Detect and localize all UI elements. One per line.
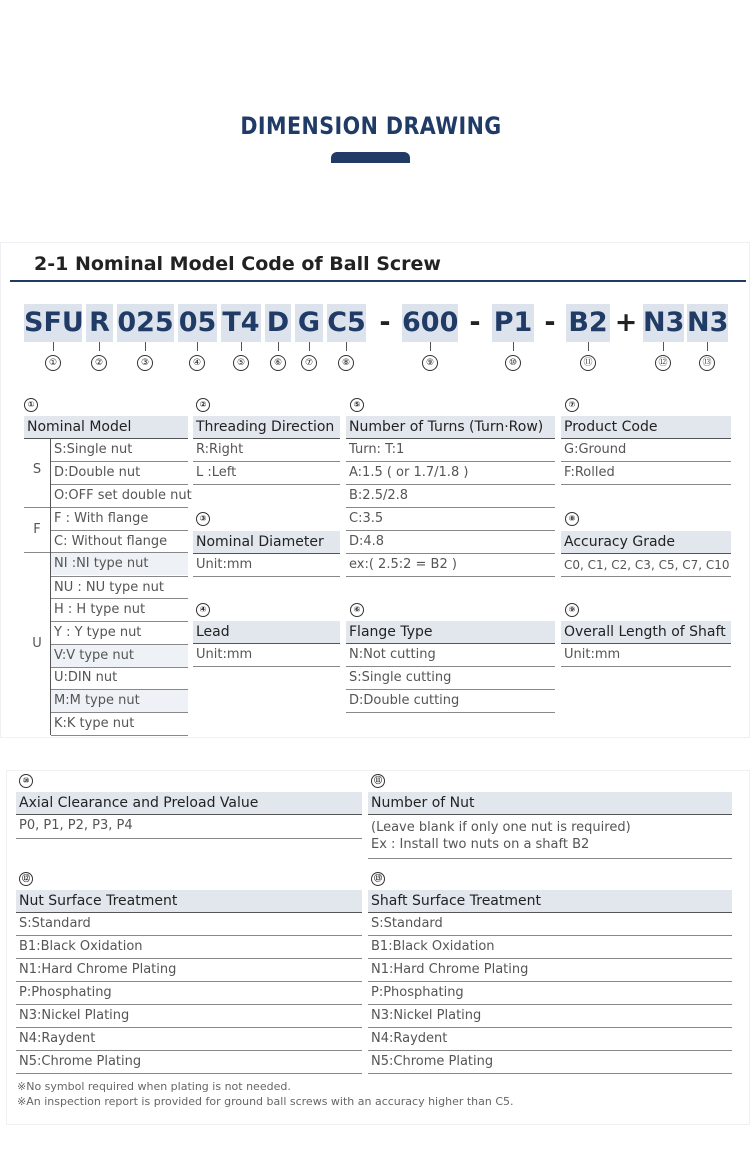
- title-underline: [331, 152, 410, 163]
- turns-header: Number of Turns (Turn·Row): [346, 416, 555, 438]
- marker-11: ⑪: [371, 774, 385, 788]
- code-tick: [53, 342, 54, 351]
- product-code-header: Product Code: [561, 416, 731, 438]
- header: [0, 0, 750, 240]
- lead-header: Lead: [193, 621, 340, 643]
- code-tick: [99, 342, 100, 351]
- note: ※No symbol required when plating is not needed.: [17, 1080, 291, 1093]
- diameter-item: Unit:mm: [196, 557, 253, 572]
- row-rule: [346, 576, 555, 577]
- code-part-5: T4: [221, 304, 261, 342]
- row-rule: [368, 858, 732, 859]
- nut-surface-item: N1:Hard Chrome Plating: [19, 962, 177, 977]
- nut-count-item: Ex : Install two nuts on a shaft B2: [371, 837, 590, 852]
- row-rule: [346, 712, 555, 713]
- marker-12: ⑫: [19, 872, 33, 886]
- row-rule: [561, 484, 731, 485]
- group-label-f: F: [33, 522, 41, 537]
- code-marker-13: ⑬: [699, 355, 715, 371]
- flange-item: S:Single cutting: [349, 670, 452, 685]
- note: ※An inspection report is provided for ground ball screws with an accuracy higher than C5.: [17, 1095, 514, 1108]
- turns-item: A:1.5 ( or 1.7/1.8 ): [349, 465, 469, 480]
- group-rule: [24, 507, 50, 508]
- nominal-item: H : H type nut: [54, 602, 146, 617]
- code-marker-3: ③: [137, 355, 153, 371]
- row-rule: [193, 666, 340, 667]
- code-marker-12: ⑫: [655, 355, 671, 371]
- turns-item: C:3.5: [349, 511, 384, 526]
- shaft-surface-item: N1:Hard Chrome Plating: [371, 962, 529, 977]
- marker-4: ④: [196, 603, 210, 617]
- nominal-item: Y : Y type nut: [54, 625, 142, 640]
- code-marker-6: ⑥: [270, 355, 286, 371]
- nominal-item: O:OFF set double nut: [54, 488, 192, 503]
- code-tick: [707, 342, 708, 351]
- threading-item: L :Left: [196, 465, 237, 480]
- flange-item: N:Not cutting: [349, 647, 436, 662]
- nominal-item: V:V type nut: [51, 645, 188, 667]
- shaft-surface-item: N4:Raydent: [371, 1031, 448, 1046]
- marker-9: ⑨: [565, 603, 579, 617]
- nut-surface-item: B1:Black Oxidation: [19, 939, 143, 954]
- code-part-8: C5: [327, 304, 366, 342]
- nominal-model-header: Nominal Model: [24, 416, 188, 438]
- marker-5: ⑤: [350, 398, 364, 412]
- length-header: Overall Length of Shaft: [561, 621, 731, 643]
- nominal-item: C: Without flange: [54, 534, 168, 549]
- code-marker-2: ②: [91, 355, 107, 371]
- product-code-item: F:Rolled: [564, 465, 615, 480]
- marker-7: ⑦: [565, 398, 579, 412]
- accuracy-item: C0, C1, C2, C3, C5, C7, C10: [564, 558, 730, 572]
- code-separator-2: -: [469, 307, 481, 338]
- row-rule: [51, 735, 188, 736]
- product-code-item: G:Ground: [564, 442, 627, 457]
- code-tick: [513, 342, 514, 351]
- row-rule: [561, 666, 731, 667]
- code-marker-8: ⑧: [338, 355, 354, 371]
- clearance-item: P0, P1, P2, P3, P4: [19, 818, 133, 833]
- turns-item: ex:( 2.5:2 = B2 ): [349, 557, 457, 572]
- shaft-surface-item: N3:Nickel Plating: [371, 1008, 482, 1023]
- code-tick: [430, 342, 431, 351]
- row-rule: [193, 484, 340, 485]
- code-tick: [663, 342, 664, 351]
- code-part-10: P1: [492, 304, 534, 342]
- code-part-13: N3: [687, 304, 728, 342]
- length-item: Unit:mm: [564, 647, 621, 662]
- group-rule: [24, 552, 50, 553]
- clearance-header: Axial Clearance and Preload Value: [16, 792, 362, 814]
- shaft-surface-item: B1:Black Oxidation: [371, 939, 495, 954]
- marker-13: ⑬: [371, 872, 385, 886]
- turns-item: Turn: T:1: [349, 442, 405, 457]
- flange-item: D:Double cutting: [349, 693, 460, 708]
- marker-10: ⑩: [19, 774, 33, 788]
- nut-surface-header: Nut Surface Treatment: [16, 890, 362, 912]
- nominal-item: M:M type nut: [51, 690, 188, 712]
- code-part-11: B2: [566, 304, 610, 342]
- code-part-9: 600: [402, 304, 458, 342]
- code-tick: [197, 342, 198, 351]
- nominal-item: U:DIN nut: [54, 670, 118, 685]
- nominal-item: S:Single nut: [54, 442, 133, 457]
- nut-surface-item: P:Phosphating: [19, 985, 112, 1000]
- code-marker-4: ④: [189, 355, 205, 371]
- nut-surface-item: S:Standard: [19, 916, 91, 931]
- page-title: DIMENSION DRAWING: [240, 112, 502, 140]
- nominal-item: NU : NU type nut: [54, 580, 165, 595]
- code-tick: [588, 342, 589, 351]
- code-part-6: D: [265, 304, 291, 342]
- code-marker-1: ①: [45, 355, 61, 371]
- shaft-surface-item: N5:Chrome Plating: [371, 1054, 494, 1069]
- nut-surface-item: N5:Chrome Plating: [19, 1054, 142, 1069]
- code-marker-5: ⑤: [233, 355, 249, 371]
- marker-3: ③: [196, 512, 210, 526]
- nut-count-header: Number of Nut: [368, 792, 732, 814]
- code-separator-4: +: [614, 307, 638, 338]
- header-rule: [368, 814, 732, 815]
- code-part-1: SFU: [24, 304, 82, 342]
- nominal-item: F : With flange: [54, 511, 149, 526]
- nominal-item: K:K type nut: [54, 716, 135, 731]
- group-label-u: U: [32, 636, 42, 651]
- marker-6: ⑥: [350, 603, 364, 617]
- code-tick: [309, 342, 310, 351]
- nominal-item: NI :NI type nut: [51, 553, 188, 575]
- threading-item: R:Right: [196, 442, 244, 457]
- nominal-item: D:Double nut: [54, 465, 141, 480]
- marker-1: ①: [24, 398, 38, 412]
- marker-2: ②: [196, 398, 210, 412]
- code-tick: [145, 342, 146, 351]
- code-part-12: N3: [643, 304, 684, 342]
- code-separator-3: -: [544, 307, 556, 338]
- code-part-7: G: [295, 304, 323, 342]
- nut-surface-item: N3:Nickel Plating: [19, 1008, 130, 1023]
- code-part-4: 05: [178, 304, 217, 342]
- code-marker-7: ⑦: [301, 355, 317, 371]
- section-title: 2-1 Nominal Model Code of Ball Screw: [34, 253, 441, 275]
- code-marker-11: ⑪: [580, 355, 596, 371]
- row-rule: [193, 576, 340, 577]
- row-rule: [368, 1073, 732, 1074]
- row-rule: [16, 1073, 362, 1074]
- diameter-header: Nominal Diameter: [193, 531, 340, 553]
- code-tick: [241, 342, 242, 351]
- shaft-surface-header: Shaft Surface Treatment: [368, 890, 732, 912]
- lead-item: Unit:mm: [196, 647, 253, 662]
- code-part-3: 025: [117, 304, 174, 342]
- threading-header: Threading Direction: [193, 416, 340, 438]
- marker-8: ⑧: [565, 512, 579, 526]
- turns-item: B:2.5/2.8: [349, 488, 409, 503]
- shaft-surface-item: P:Phosphating: [371, 985, 464, 1000]
- row-rule: [561, 576, 731, 577]
- code-separator-1: -: [379, 307, 391, 338]
- code-marker-10: ⑩: [505, 355, 521, 371]
- code-tick: [278, 342, 279, 351]
- code-part-2: R: [86, 304, 113, 342]
- turns-item: D:4.8: [349, 534, 385, 549]
- row-rule: [16, 838, 362, 839]
- accuracy-header: Accuracy Grade: [561, 531, 731, 553]
- nut-count-item: (Leave blank if only one nut is required): [371, 820, 631, 835]
- shaft-surface-item: S:Standard: [371, 916, 443, 931]
- code-tick: [346, 342, 347, 351]
- flange-header: Flange Type: [346, 621, 555, 643]
- group-label-s: S: [32, 462, 42, 477]
- nut-surface-item: N4:Raydent: [19, 1031, 96, 1046]
- code-marker-9: ⑨: [422, 355, 438, 371]
- section-rule: [10, 280, 746, 282]
